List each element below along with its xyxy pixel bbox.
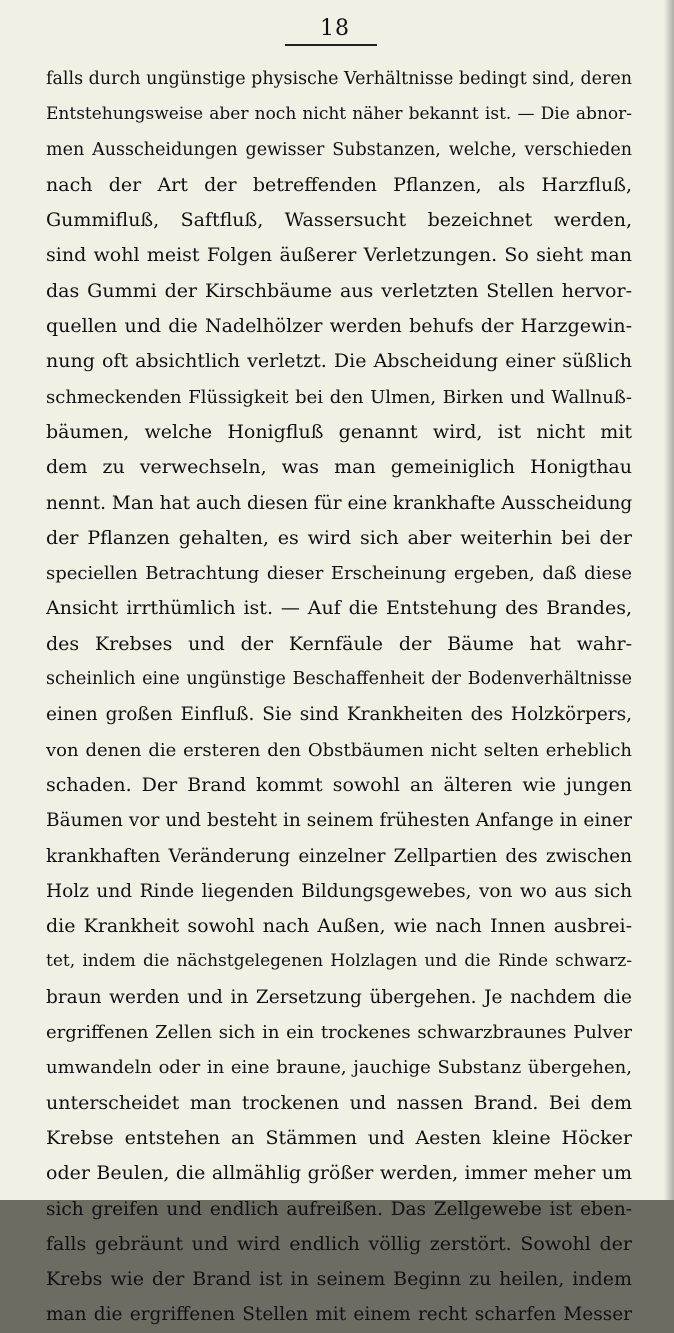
- text-line: Ansicht irrthümlich ist. — Auf die Entstehung des Brandes,: [46, 597, 632, 620]
- text-line: sind wohl meist Folgen äußerer Verletzungen. So sieht man: [46, 244, 632, 267]
- text-line: die Krankheit sowohl nach Außen, wie nach Innen ausbrei-: [46, 915, 632, 938]
- text-line: speciellen Betrachtung dieser Erscheinung ergeben, daß diese: [46, 563, 632, 585]
- text-line: ergriffenen Zellen sich in ein trockenes schwarzbraunes Pulver: [46, 1022, 632, 1044]
- text-line: Gummifluß, Saftfluß, Wassersucht bezeichnet werden,: [46, 209, 632, 232]
- text-line: einen großen Einfluß. Sie sind Krankheiten des Holzkörpers,: [46, 704, 632, 726]
- text-line: men Ausscheidungen gewisser Substanzen, welche, verschieden: [46, 139, 632, 160]
- page-number: 18: [320, 16, 350, 41]
- text-line: umwandeln oder in eine braune, jauchige Substanz übergehen,: [46, 1057, 632, 1079]
- text-line: des Krebses und der Kernfäule der Bäume hat wahr-: [46, 632, 632, 655]
- text-line: scheinlich eine ungünstige Beschaffenheit der Bodenverhältnisse: [46, 669, 632, 690]
- text-line: nung oft absichtlich verletzt. Die Abscheidung einer süßlich: [46, 350, 632, 373]
- text-line: dem zu verwechseln, was man gemeiniglich Honigthau: [46, 456, 632, 479]
- text-line: Entstehungsweise aber noch nicht näher bekannt ist. — Die abnor-: [46, 104, 632, 125]
- spine-shadow: [664, 0, 674, 1200]
- text-line: Krebse entstehen an Stämmen und Aesten kleine Höcker: [46, 1126, 632, 1149]
- text-line: oder Beulen, die allmählig größer werden, immer meher um: [46, 1162, 632, 1185]
- text-line: nach der Art der betreffenden Pflanzen, als Harzfluß,: [46, 173, 632, 196]
- text-line: krankhaften Veränderung einzelner Zellpartien des zwischen: [46, 845, 632, 867]
- text-line: der Pflanzen gehalten, es wird sich aber weiterhin bei der: [46, 526, 632, 549]
- text-line: sich greifen und endlich aufreißen. Das Zellgewebe ist eben-: [46, 1198, 632, 1220]
- text-line: Krebs wie der Brand ist in seinem Beginn zu heilen, indem: [46, 1268, 632, 1291]
- text-line: Holz und Rinde liegenden Bildungsgewebes, von wo aus sich: [46, 880, 632, 902]
- text-line: falls durch ungünstige physische Verhältnisse bedingt sind, deren: [46, 69, 633, 89]
- text-line: braun werden und in Zersetzung übergehen. Je nachdem die: [46, 986, 632, 1008]
- text-line: quellen und die Nadelhölzer werden behufs der Harzgewin-: [46, 315, 632, 338]
- page-header: [0, 10, 674, 50]
- text-line: man die ergriffenen Stellen mit einem recht scharfen Messer: [46, 1304, 632, 1326]
- text-line: Bäumen vor und besteht in seinem frühesten Anfange in einer: [46, 810, 632, 832]
- text-line: falls gebräunt und wird endlich völlig zerstört. Sowohl der: [46, 1232, 632, 1255]
- text-line: bäumen, welche Honigfluß genannt wird, ist nicht mit: [46, 420, 632, 443]
- header-rule: [285, 44, 377, 46]
- text-line: von denen die ersteren den Obstbäumen nicht selten erheblich: [46, 739, 632, 761]
- text-line: schmeckenden Flüssigkeit bei den Ulmen, Birken und Wallnuß-: [46, 386, 632, 408]
- text-line: das Gummi der Kirschbäume aus verletzten Stellen hervor-: [46, 279, 632, 302]
- text-line: tet, indem die nächstgelegenen Holzlagen und die Rinde schwarz-: [46, 951, 632, 972]
- text-line: unterscheidet man trockenen und nassen Brand. Bei dem: [46, 1091, 632, 1114]
- body-text: [46, 62, 632, 1333]
- text-line: schaden. Der Brand kommt sowohl an älteren wie jungen: [46, 773, 632, 796]
- text-line: nennt. Man hat auch diesen für eine krankhafte Ausscheidung: [46, 492, 633, 514]
